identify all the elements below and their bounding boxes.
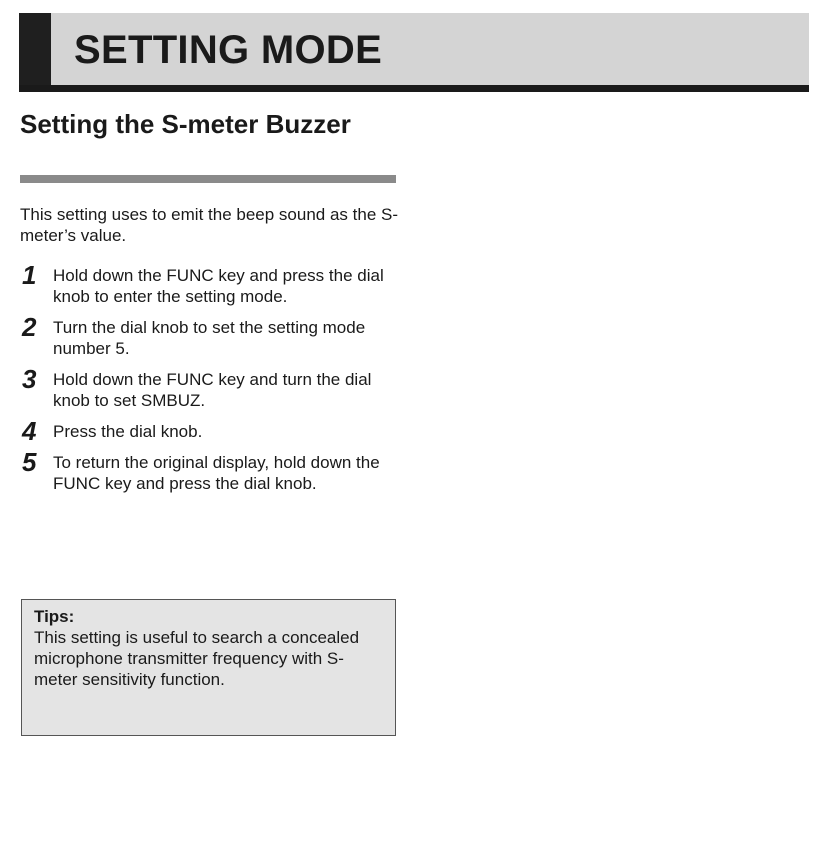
step-text: Hold down the FUNC key and press the dial knob to enter the setting mode. [53,266,384,306]
step-text: Hold down the FUNC key and turn the dial knob to set SMBUZ. [53,370,372,410]
header-accent-block [19,13,51,85]
tips-title: Tips: [34,607,75,626]
tips-body: This setting is useful to search a concealed microphone transmitter frequency with S-meter sensitivity function. [34,628,360,689]
step-item [20,260,400,307]
page-header-band [19,13,809,92]
step-text: Press the dial knob. [53,422,203,441]
step-number: 2 [22,312,37,342]
section-divider [20,175,396,183]
step-number: 4 [22,416,37,446]
page-title: SETTING MODE [74,28,383,72]
intro-paragraph: This setting uses to emit the beep sound as the S-meter’s value. [20,205,398,245]
step-item [20,312,400,359]
step-item [20,447,400,494]
step-number: 5 [22,447,37,477]
step-item [20,364,400,411]
steps-list [20,260,400,504]
tips-box [21,599,396,736]
step-text: Turn the dial knob to set the setting mode number 5. [53,318,366,358]
step-number: 3 [22,364,37,394]
step-text: To return the original display, hold down the FUNC key and press the dial knob. [53,453,380,493]
step-item [20,416,400,446]
section-title: Setting the S-meter Buzzer [20,109,351,139]
step-number: 1 [22,260,37,290]
